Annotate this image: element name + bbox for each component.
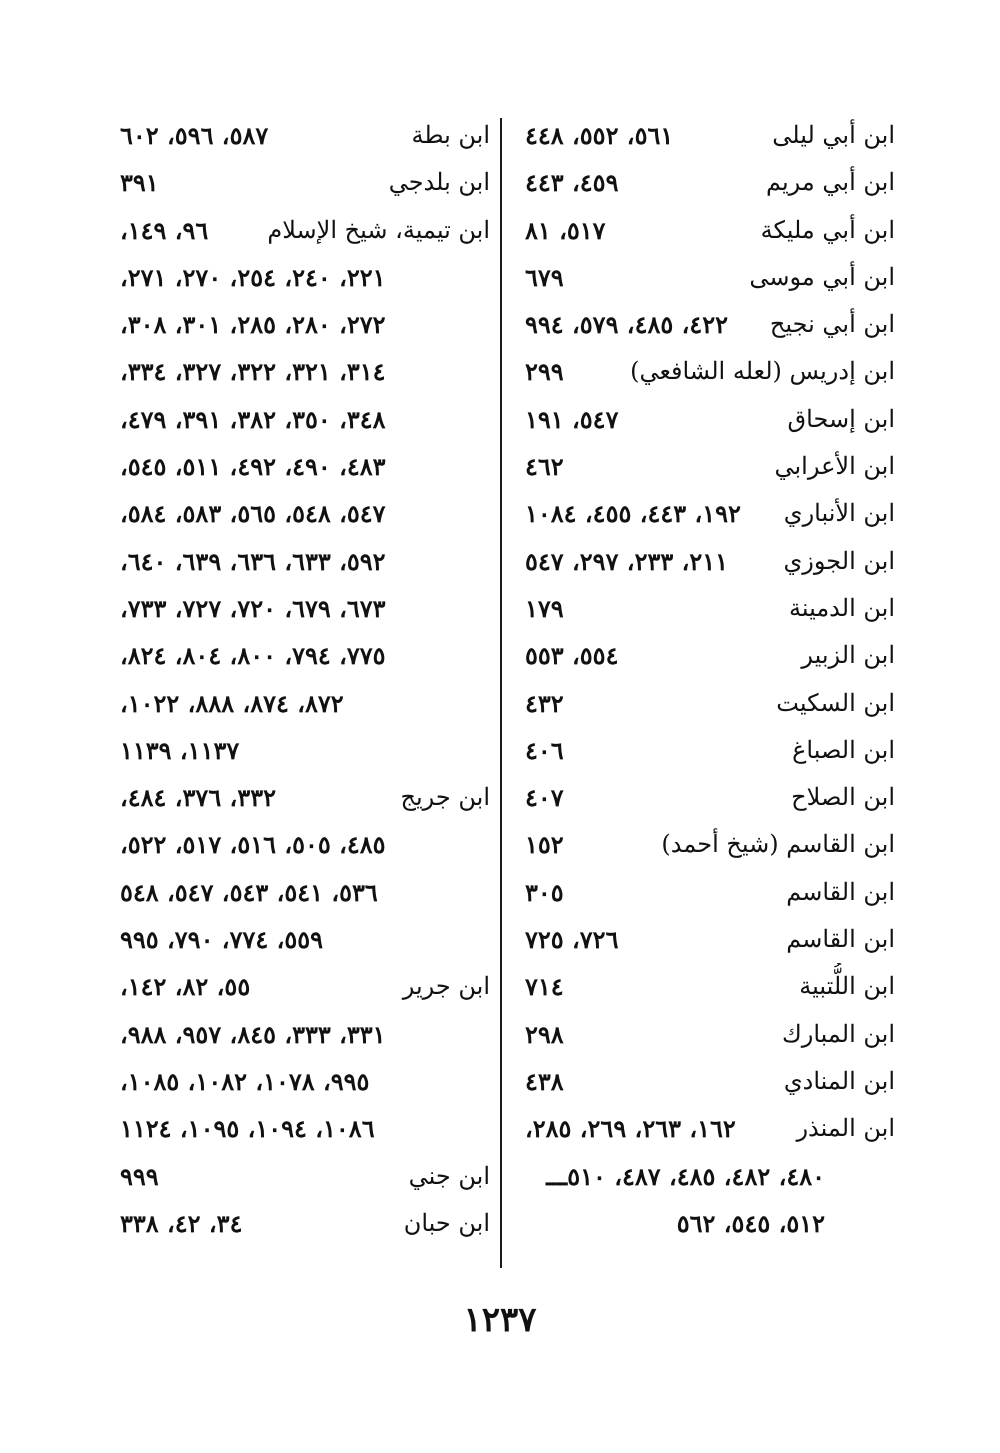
index-entry [110, 1105, 490, 1152]
page-number: ١٢٣٧ [463, 1300, 537, 1340]
index-entry [515, 301, 895, 348]
entry-pages: ١٠٨٦، ١٠٩٤، ١٠٩٥، ١١٢٤ [120, 1114, 375, 1144]
entry-pages: ١٦٢، ٢٦٣، ٢٦٩، ٢٨٥، [525, 1114, 736, 1144]
index-entry [110, 585, 490, 632]
index-entry [110, 632, 490, 679]
index-column-left [110, 112, 490, 1247]
index-entry [110, 1153, 490, 1200]
index-entry [515, 254, 895, 301]
entry-name: ابن المبارك [781, 1019, 895, 1048]
entry-pages: ٤٦٢ [525, 452, 564, 482]
index-entry [515, 348, 895, 395]
index-entry [515, 112, 895, 159]
entry-pages: ١٥٢ [525, 830, 564, 860]
index-entry [110, 254, 490, 301]
entry-pages: ٣٤، ٤٢، ٣٣٨ [120, 1208, 243, 1238]
entry-pages: ٣٣١، ٣٣٣، ٨٤٥، ٩٥٧، ٩٨٨، [120, 1019, 386, 1049]
entry-name: ابن أبي مليكة [760, 215, 895, 244]
index-entry [515, 680, 895, 727]
index-entry [515, 1011, 895, 1058]
entry-name: ابن القاسم [786, 925, 895, 954]
index-entry [110, 396, 490, 443]
entry-name: ابن إدريس (لعله الشافعي) [630, 357, 895, 386]
entry-pages: ٤٣٢ [525, 688, 564, 718]
entry-name: ابن القاسم (شيخ أحمد) [661, 830, 895, 859]
index-entry [515, 963, 895, 1010]
entry-name: ابن الأعرابي [774, 452, 895, 481]
entry-pages: ٦٧٩ [525, 262, 564, 292]
index-entry [110, 680, 490, 727]
entry-pages: ٥١٧، ٨١ [525, 215, 606, 245]
entry-pages: ٥٥٩، ٧٧٤، ٧٩٠، ٩٩٥ [120, 925, 324, 955]
entry-name: ابن الأنباري [783, 499, 895, 528]
entry-pages: ٣٣٢، ٣٧٦، ٤٨٤، [120, 783, 276, 813]
index-entry [110, 538, 490, 585]
entry-pages: ٢٧٢، ٢٨٠، ٢٨٥، ٣٠١، ٣٠٨، [120, 310, 386, 340]
entry-pages: ٥٤٧، ٥٤٨، ٥٦٥، ٥٨٣، ٥٨٤، [120, 499, 386, 529]
index-entry [110, 443, 490, 490]
entry-name: ابن جرير [402, 972, 490, 1001]
index-entry [515, 1105, 895, 1152]
entry-name: ابن حبان [403, 1208, 490, 1237]
entry-pages: ٥١٢، ٥٤٥، ٥٦٢ [676, 1208, 825, 1238]
entry-pages: ٣٩١ [120, 168, 159, 198]
entry-pages: ٥٦١، ٥٥٢، ٤٤٨ [525, 121, 674, 150]
entry-pages: ١١٣٧، ١١٣٩ [120, 735, 240, 765]
index-entry [110, 348, 490, 395]
entry-pages: ١٩٢، ٤٤٣، ٤٥٥، ١٠٨٤ [525, 499, 741, 529]
index-entry [515, 207, 895, 254]
entry-name: ابن أبي مريم [766, 168, 895, 197]
entry-pages: ٢٩٨ [525, 1019, 564, 1049]
entry-name: ابن الصلاح [791, 783, 895, 812]
entry-name: ابن المنذر [796, 1114, 895, 1143]
entry-pages: ٨٧٢، ٨٧٤، ٨٨٨، ١٠٢٢، [120, 688, 344, 718]
entry-name: ابن أبي نجيح [769, 310, 895, 339]
entry-pages: ٣١٤، ٣٢١، ٣٢٢، ٣٢٧، ٣٣٤، [120, 357, 386, 387]
index-entry [110, 963, 490, 1010]
entry-name: ابن المنادي [783, 1066, 895, 1095]
index-entry [110, 869, 490, 916]
entry-pages: ٥٥، ٨٢، ١٤٢، [120, 972, 251, 1002]
entry-pages: ٧١٤ [525, 972, 564, 1002]
entry-pages: ٢١١، ٢٣٣، ٢٩٧، ٥٤٧ [525, 546, 729, 576]
index-entry [110, 159, 490, 206]
entry-pages: ٤٨٣، ٤٩٠، ٤٩٢، ٥١١، ٥٤٥، [120, 452, 386, 482]
index-entry [515, 1058, 895, 1105]
entry-pages: ٤٥٩، ٤٤٣ [525, 168, 619, 198]
entry-pages: ٥٤٧، ١٩١ [525, 404, 619, 434]
entry-name: ابن جريج [400, 783, 490, 812]
index-entry [110, 1200, 490, 1247]
entry-pages: ٧٧٥، ٧٩٤، ٨٠٠، ٨٠٤، ٨٢٤، [120, 641, 386, 671]
index-entry [515, 916, 895, 963]
entry-name: ابن الجوزي [783, 546, 895, 575]
entry-pages: ٤٢٢، ٤٨٥، ٥٧٩، ٩٩٤ [525, 310, 729, 340]
entry-name: ابن جني [408, 1161, 490, 1190]
entry-pages: ٥٥٤، ٥٥٣ [525, 641, 619, 671]
index-entry [110, 774, 490, 821]
entry-pages: ٤٨٥، ٥٠٥، ٥١٦، ٥١٧، ٥٢٢، [120, 830, 386, 860]
entry-name: ابن بطة [411, 121, 490, 149]
entry-pages: ٤٨٠، ٤٨٢، ٤٨٥، ٤٨٧، ٥١٠ـــ [546, 1161, 825, 1191]
index-entry [515, 396, 895, 443]
index-entry [110, 207, 490, 254]
index-entry [110, 112, 490, 159]
index-entry [515, 774, 895, 821]
index-entry [515, 869, 895, 916]
entry-pages: ٥٣٦، ٥٤١، ٥٤٣، ٥٤٧، ٥٤٨ [120, 877, 378, 907]
index-entry [110, 301, 490, 348]
entry-pages: ٩٦، ١٤٩، [120, 215, 209, 245]
entry-pages: ٩٩٥، ١٠٧٨، ١٠٨٢، ١٠٨٥، [120, 1066, 370, 1096]
index-entry [515, 538, 895, 585]
index-entry [110, 1011, 490, 1058]
entry-pages: ٤٠٦ [525, 735, 564, 765]
entry-pages: ٣٤٨، ٣٥٠، ٣٨٢، ٣٩١، ٤٧٩، [120, 404, 386, 434]
entry-name: ابن القاسم [786, 877, 895, 906]
index-entry [515, 1200, 895, 1247]
entry-pages: ٦٧٣، ٦٧٩، ٧٢٠، ٧٢٧، ٧٣٣، [120, 593, 386, 623]
entry-name: ابن الدمينة [788, 593, 895, 622]
index-entry [110, 490, 490, 537]
entry-name: ابن أبي موسى [749, 262, 895, 291]
entry-name: ابن السكيت [776, 688, 895, 717]
entry-pages: ٥٨٧، ٥٩٦، ٦٠٢ [120, 121, 269, 150]
entry-pages: ١٧٩ [525, 593, 564, 623]
index-entry [110, 916, 490, 963]
index-entry [110, 727, 490, 774]
entry-pages: ٢٩٩ [525, 357, 564, 387]
entry-name: ابن تيمية، شيخ الإسلام [267, 215, 490, 244]
entry-pages: ٥٩٢، ٦٣٣، ٦٣٦، ٦٣٩، ٦٤٠، [120, 546, 386, 576]
entry-pages: ٤٠٧ [525, 783, 564, 813]
entry-name: ابن الزبير [801, 641, 895, 670]
index-entry [110, 1058, 490, 1105]
column-divider [500, 118, 502, 1268]
index-column-right [515, 112, 895, 1247]
entry-pages: ٤٣٨ [525, 1066, 564, 1096]
index-entry [515, 490, 895, 537]
entry-name: ابن بلدجي [388, 168, 490, 197]
index-entry [515, 632, 895, 679]
index-entry [515, 159, 895, 206]
index-entry [515, 821, 895, 868]
entry-name: ابن اللُّتبية [799, 972, 895, 1001]
index-entry [110, 821, 490, 868]
entry-pages: ٩٩٩ [120, 1161, 159, 1191]
entry-name: ابن أبي ليلى [772, 121, 895, 149]
index-entry [515, 585, 895, 632]
entry-pages: ٣٠٥ [525, 877, 564, 907]
entry-name: ابن إسحاق [787, 404, 895, 433]
entry-pages: ٧٢٦، ٧٢٥ [525, 925, 619, 955]
entry-name: ابن الصباغ [792, 735, 895, 764]
entry-pages: ٢٢١، ٢٤٠، ٢٥٤، ٢٧٠، ٢٧١، [120, 262, 386, 292]
index-entry [515, 443, 895, 490]
index-entry [515, 727, 895, 774]
index-entry [515, 1153, 895, 1200]
